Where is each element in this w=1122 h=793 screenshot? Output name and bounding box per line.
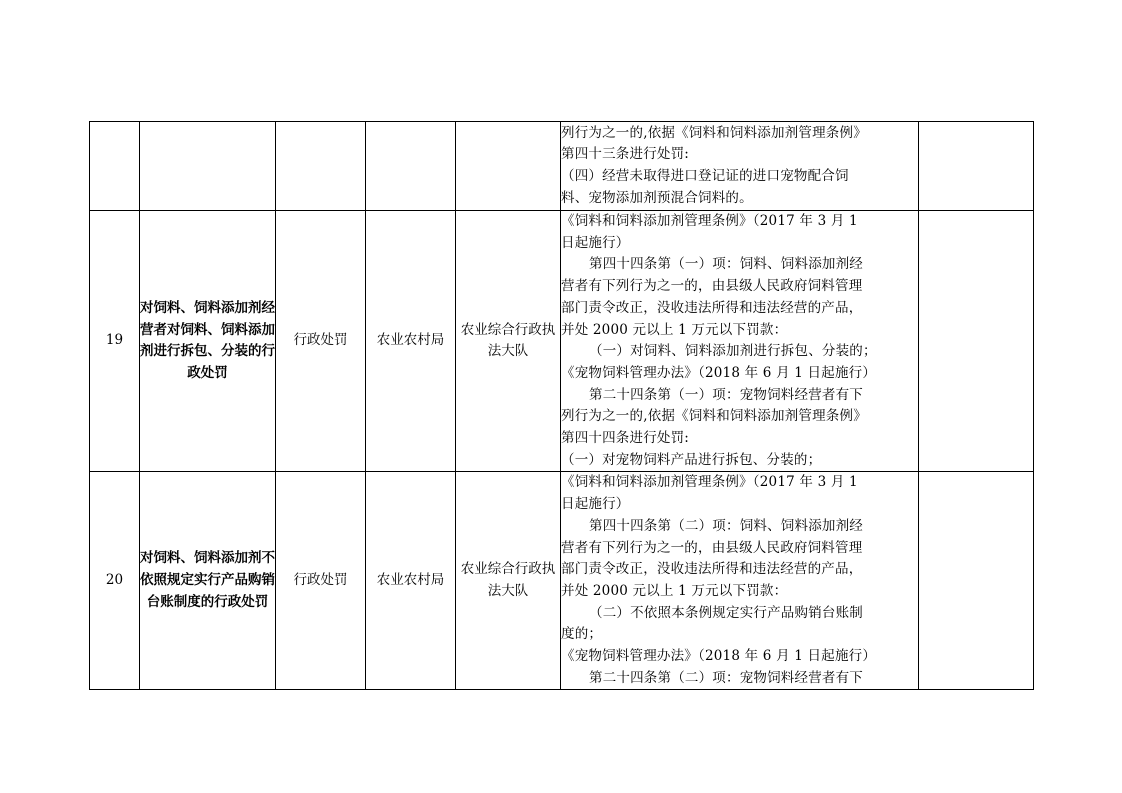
item-type [276, 122, 366, 211]
legal-basis-line: 列行为之一的,依据《饲料和饲料添加剂管理条例》 [561, 124, 867, 141]
legal-basis [561, 472, 919, 690]
table-row [90, 211, 1034, 472]
legal-basis-line: 《饲料和饲料添加剂管理条例》（2017 年 3 月 1 [561, 474, 858, 491]
legal-basis-line: 第四十四条第（一）项：饲料、饲料添加剂经 [589, 256, 863, 273]
legal-basis-line: 日起施行） [561, 496, 630, 513]
table-row [90, 122, 1034, 211]
legal-basis-line: 《宠物饲料管理办法》（2018 年 6 月 1 日起施行） [561, 364, 877, 381]
legal-basis-line: 第二十四条第（二）项：宠物饲料经营者有下 [589, 669, 863, 686]
item-executor: 农业综合行政执法大队 [456, 472, 561, 690]
legal-basis-line: 《饲料和饲料添加剂管理条例》（2017 年 3 月 1 [561, 213, 858, 229]
table-row [90, 472, 1034, 690]
legal-basis [561, 211, 919, 472]
legal-basis-line: 第四十四条第（二）项：饲料、饲料添加剂经 [589, 517, 863, 534]
row-number: 20 [90, 472, 140, 690]
row-number: 19 [90, 211, 140, 472]
legal-basis-line: 《宠物饲料管理办法》（2018 年 6 月 1 日起施行） [561, 648, 877, 665]
legal-basis-line: 第四十三条进行处罚: [561, 146, 690, 163]
item-department [366, 122, 456, 211]
enforcement-table [89, 121, 1034, 690]
legal-basis-line: （一）对宠物饲料产品进行拆包、分装的； [561, 451, 822, 468]
row-number [90, 122, 140, 211]
item-department: 农业农村局 [366, 211, 456, 472]
legal-basis [561, 122, 919, 211]
legal-basis-line: 第四十四条进行处罚: [561, 430, 690, 447]
item-note [919, 211, 1034, 472]
item-name [140, 122, 276, 211]
item-note [919, 472, 1034, 690]
item-name: 对饲料、饲料添加剂不依照规定实行产品购销台账制度的行政处罚 [140, 472, 276, 690]
legal-basis-line: （二）不依照本条例规定实行产品购销台账制 [589, 604, 863, 621]
item-note [919, 122, 1034, 211]
legal-basis-line: 料、宠物添加剂预混合饲料的。 [561, 189, 753, 206]
legal-basis-line: （一）对饲料、饲料添加剂进行拆包、分装的； [589, 343, 877, 360]
legal-basis-line: 度的； [561, 626, 603, 643]
legal-basis-line: 第二十四条第（一）项：宠物饲料经营者有下 [589, 386, 863, 403]
item-executor: 农业综合行政执法大队 [456, 211, 561, 472]
legal-basis-line: 营者有下列行为之一的，由县级人民政府饲料管理 [561, 278, 863, 295]
legal-basis-line: （四）经营未取得进口登记证的进口宠物配合饲 [561, 168, 849, 184]
legal-basis-line: 部门责令改正，没收违法所得和违法经营的产品， [561, 299, 863, 316]
item-type: 行政处罚 [276, 211, 366, 472]
legal-basis-line: 并处 2000 元以上 1 万元以下罚款： [561, 582, 788, 599]
item-department: 农业农村局 [366, 472, 456, 690]
legal-basis-line: 日起施行） [561, 234, 630, 251]
legal-basis-line: 营者有下列行为之一的，由县级人民政府饲料管理 [561, 539, 863, 556]
legal-basis-line: 列行为之一的,依据《饲料和饲料添加剂管理条例》 [561, 408, 867, 425]
table-body [90, 122, 1034, 690]
item-type: 行政处罚 [276, 472, 366, 690]
legal-basis-line: 并处 2000 元以上 1 万元以下罚款： [561, 321, 788, 338]
item-executor [456, 122, 561, 211]
item-name: 对饲料、饲料添加剂经营者对饲料、饲料添加剂进行拆包、分装的行政处罚 [140, 211, 276, 472]
legal-basis-line: 部门责令改正，没收违法所得和违法经营的产品， [561, 561, 863, 578]
